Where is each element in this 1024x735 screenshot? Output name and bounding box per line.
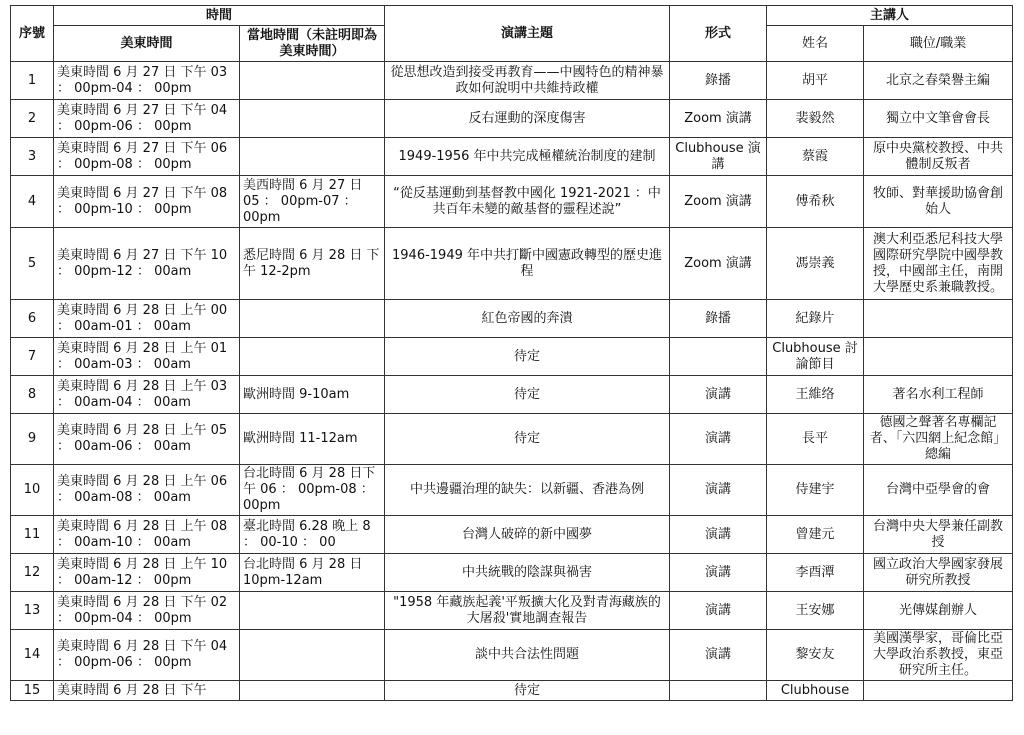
row-topic: 中共統戰的陰謀與禍害 [385, 554, 670, 592]
row-speaker-position: 德國之聲著名專欄記者、「六四網上紀念館」總編 [864, 414, 1013, 465]
header-topic: 演講主題 [385, 6, 670, 62]
row-local-time: 歐洲時間 11-12am [240, 414, 385, 465]
row-topic: 待定 [385, 414, 670, 465]
row-local-time: 台北時間 6 月 28 日下午 06 ： 00pm-08 ： 00pm [240, 465, 385, 516]
row-local-time [240, 100, 385, 138]
row-speaker-name: 傅希秋 [767, 176, 864, 228]
row-topic: 反右運動的深度傷害 [385, 100, 670, 138]
row-speaker-name: 李酉潭 [767, 554, 864, 592]
row-speaker-position: 北京之春榮譽主編 [864, 62, 1013, 100]
row-speaker-name: 曾建元 [767, 516, 864, 554]
row-speaker-name: 胡平 [767, 62, 864, 100]
header-local-time: 當地時間（未註明即為美東時間） [240, 26, 385, 62]
row-seq: 7 [11, 338, 54, 376]
row-speaker-name: 侍建宇 [767, 465, 864, 516]
table-row [11, 176, 1013, 228]
row-speaker-name: 紀錄片 [767, 300, 864, 338]
row-local-time: 悉尼時間 6 月 28 日 下午 12-2pm [240, 228, 385, 300]
row-speaker-name: 裴毅然 [767, 100, 864, 138]
row-speaker-name: 馮崇義 [767, 228, 864, 300]
header-position: 職位/職業 [864, 26, 1013, 62]
row-topic: 1946-1949 年中共打斷中國憲政轉型的歷史進程 [385, 228, 670, 300]
table-row [11, 630, 1013, 681]
row-speaker-position: 光傳媒創辦人 [864, 592, 1013, 630]
row-est-time: 美東時間 6 月 27 日 下午 10 ： 00pm-12 ： 00am [54, 228, 240, 300]
row-seq: 11 [11, 516, 54, 554]
row-format: 演講 [670, 630, 767, 681]
row-local-time: 台北時間 6 月 28 日 10pm-12am [240, 554, 385, 592]
row-speaker-position: 台灣中亞學會的會 [864, 465, 1013, 516]
row-seq: 9 [11, 414, 54, 465]
row-speaker-position: 原中央黨校教授、中共體制反叛者 [864, 138, 1013, 176]
row-seq: 13 [11, 592, 54, 630]
row-format [670, 338, 767, 376]
table-row [11, 376, 1013, 414]
row-seq: 4 [11, 176, 54, 228]
table-row [11, 138, 1013, 176]
row-est-time: 美東時間 6 月 28 日 上午 01 ： 00am-03 ： 00am [54, 338, 240, 376]
row-seq: 14 [11, 630, 54, 681]
row-est-time: 美東時間 6 月 28 日 下午 [54, 681, 240, 701]
row-speaker-name: 王安娜 [767, 592, 864, 630]
row-seq: 8 [11, 376, 54, 414]
row-local-time [240, 138, 385, 176]
row-speaker-position: 國立政治大學國家發展研究所教授 [864, 554, 1013, 592]
row-format: 演講 [670, 414, 767, 465]
row-seq: 1 [11, 62, 54, 100]
row-est-time: 美東時間 6 月 28 日 上午 06 ： 00am-08 ： 00am [54, 465, 240, 516]
row-local-time [240, 592, 385, 630]
header-seq: 序號 [11, 6, 54, 62]
row-format: Zoom 演講 [670, 228, 767, 300]
row-local-time [240, 338, 385, 376]
header-speaker-group: 主講人 [767, 6, 1013, 26]
table-row [11, 100, 1013, 138]
row-est-time: 美東時間 6 月 28 日 上午 05 ： 00am-06 ： 00am [54, 414, 240, 465]
row-format: 演講 [670, 554, 767, 592]
table-row [11, 592, 1013, 630]
row-est-time: 美東時間 6 月 28 日 上午 08 ： 00am-10 ： 00am [54, 516, 240, 554]
row-est-time: 美東時間 6 月 27 日 下午 03 ： 00pm-04 ： 00pm [54, 62, 240, 100]
table-row [11, 554, 1013, 592]
table-row [11, 300, 1013, 338]
row-speaker-position: 獨立中文筆會會長 [864, 100, 1013, 138]
row-format: 演講 [670, 516, 767, 554]
row-format: 錄播 [670, 62, 767, 100]
row-topic: "1958 年藏族起義'平叛擴大化及對青海藏族的大屠殺'實地調查報告 [385, 592, 670, 630]
row-est-time: 美東時間 6 月 27 日 下午 08 ： 00pm-10 ： 00pm [54, 176, 240, 228]
header-est-time: 美東時間 [54, 26, 240, 62]
row-seq: 12 [11, 554, 54, 592]
header-format: 形式 [670, 6, 767, 62]
row-speaker-position: 澳大利亞悉尼科技大學國際研究學院中國學教授，中國部主任，南開大學歷史系兼職教授。 [864, 228, 1013, 300]
row-speaker-name: Clubhouse [767, 681, 864, 701]
row-speaker-position [864, 300, 1013, 338]
row-speaker-position: 牧師、對華援助協會創始人 [864, 176, 1013, 228]
row-topic: 從思想改造到接受再教育——中國特色的精神暴政如何說明中共維持政權 [385, 62, 670, 100]
row-speaker-name: Clubhouse 討論節目 [767, 338, 864, 376]
row-speaker-name: 黎安友 [767, 630, 864, 681]
row-est-time: 美東時間 6 月 27 日 下午 06 ： 00pm-08 ： 00pm [54, 138, 240, 176]
row-speaker-position [864, 338, 1013, 376]
row-topic: 待定 [385, 376, 670, 414]
row-format: 演講 [670, 592, 767, 630]
row-speaker-name: 王維络 [767, 376, 864, 414]
row-topic: 1949-1956 年中共完成極權統治制度的建制 [385, 138, 670, 176]
row-format: 演講 [670, 465, 767, 516]
row-speaker-position [864, 681, 1013, 701]
schedule-table [10, 5, 1013, 701]
row-local-time [240, 630, 385, 681]
header-name: 姓名 [767, 26, 864, 62]
table-row [11, 465, 1013, 516]
row-seq: 5 [11, 228, 54, 300]
row-est-time: 美東時間 6 月 28 日 上午 10 ： 00am-12 ： 00pm [54, 554, 240, 592]
row-est-time: 美東時間 6 月 28 日 下午 02 ： 00pm-04 ： 00pm [54, 592, 240, 630]
table-row [11, 338, 1013, 376]
row-est-time: 美東時間 6 月 27 日 下午 04 ： 00pm-06 ： 00pm [54, 100, 240, 138]
row-speaker-name: 蔡霞 [767, 138, 864, 176]
row-topic: 紅色帝國的奔潰 [385, 300, 670, 338]
row-speaker-position: 著名水利工程師 [864, 376, 1013, 414]
row-topic: 談中共合法性問題 [385, 630, 670, 681]
row-topic: 台灣人破碎的新中國夢 [385, 516, 670, 554]
row-local-time: 臺北時間 6.28 晚上 8 ： 00-10 ： 00 [240, 516, 385, 554]
row-local-time: 美西時間 6 月 27 日 05 ： 00pm-07 ： 00pm [240, 176, 385, 228]
row-seq: 3 [11, 138, 54, 176]
row-format: Zoom 演講 [670, 176, 767, 228]
row-format: 錄播 [670, 300, 767, 338]
row-format: 演講 [670, 376, 767, 414]
row-format: Clubhouse 演講 [670, 138, 767, 176]
row-topic: 待定 [385, 681, 670, 701]
row-local-time [240, 62, 385, 100]
row-speaker-position: 美國漢學家，哥倫比亞大學政治系教授，東亞研究所主任。 [864, 630, 1013, 681]
row-format: Zoom 演講 [670, 100, 767, 138]
row-local-time [240, 300, 385, 338]
row-topic: 待定 [385, 338, 670, 376]
table-row [11, 414, 1013, 465]
row-seq: 15 [11, 681, 54, 701]
row-est-time: 美東時間 6 月 28 日 上午 00 ： 00am-01 ： 00am [54, 300, 240, 338]
row-topic: “從反基運動到基督教中國化 1921-2021 ：中共百年未變的敵基督的靈程述說” [385, 176, 670, 228]
table-row [11, 516, 1013, 554]
row-seq: 10 [11, 465, 54, 516]
row-seq: 2 [11, 100, 54, 138]
row-est-time: 美東時間 6 月 28 日 下午 04 ： 00pm-06 ： 00pm [54, 630, 240, 681]
table-row [11, 62, 1013, 100]
header-row-1 [11, 6, 1013, 26]
row-local-time [240, 681, 385, 701]
table-row [11, 681, 1013, 701]
schedule-body [11, 62, 1013, 701]
row-local-time: 歐洲時間 9-10am [240, 376, 385, 414]
row-seq: 6 [11, 300, 54, 338]
row-topic: 中共邊疆治理的缺失：以新疆、香港為例 [385, 465, 670, 516]
header-time-group: 時間 [54, 6, 385, 26]
row-speaker-name: 長平 [767, 414, 864, 465]
row-speaker-position: 台灣中央大學兼任副教授 [864, 516, 1013, 554]
row-est-time: 美東時間 6 月 28 日 上午 03 ： 00am-04 ： 00am [54, 376, 240, 414]
row-format [670, 681, 767, 701]
table-row [11, 228, 1013, 300]
